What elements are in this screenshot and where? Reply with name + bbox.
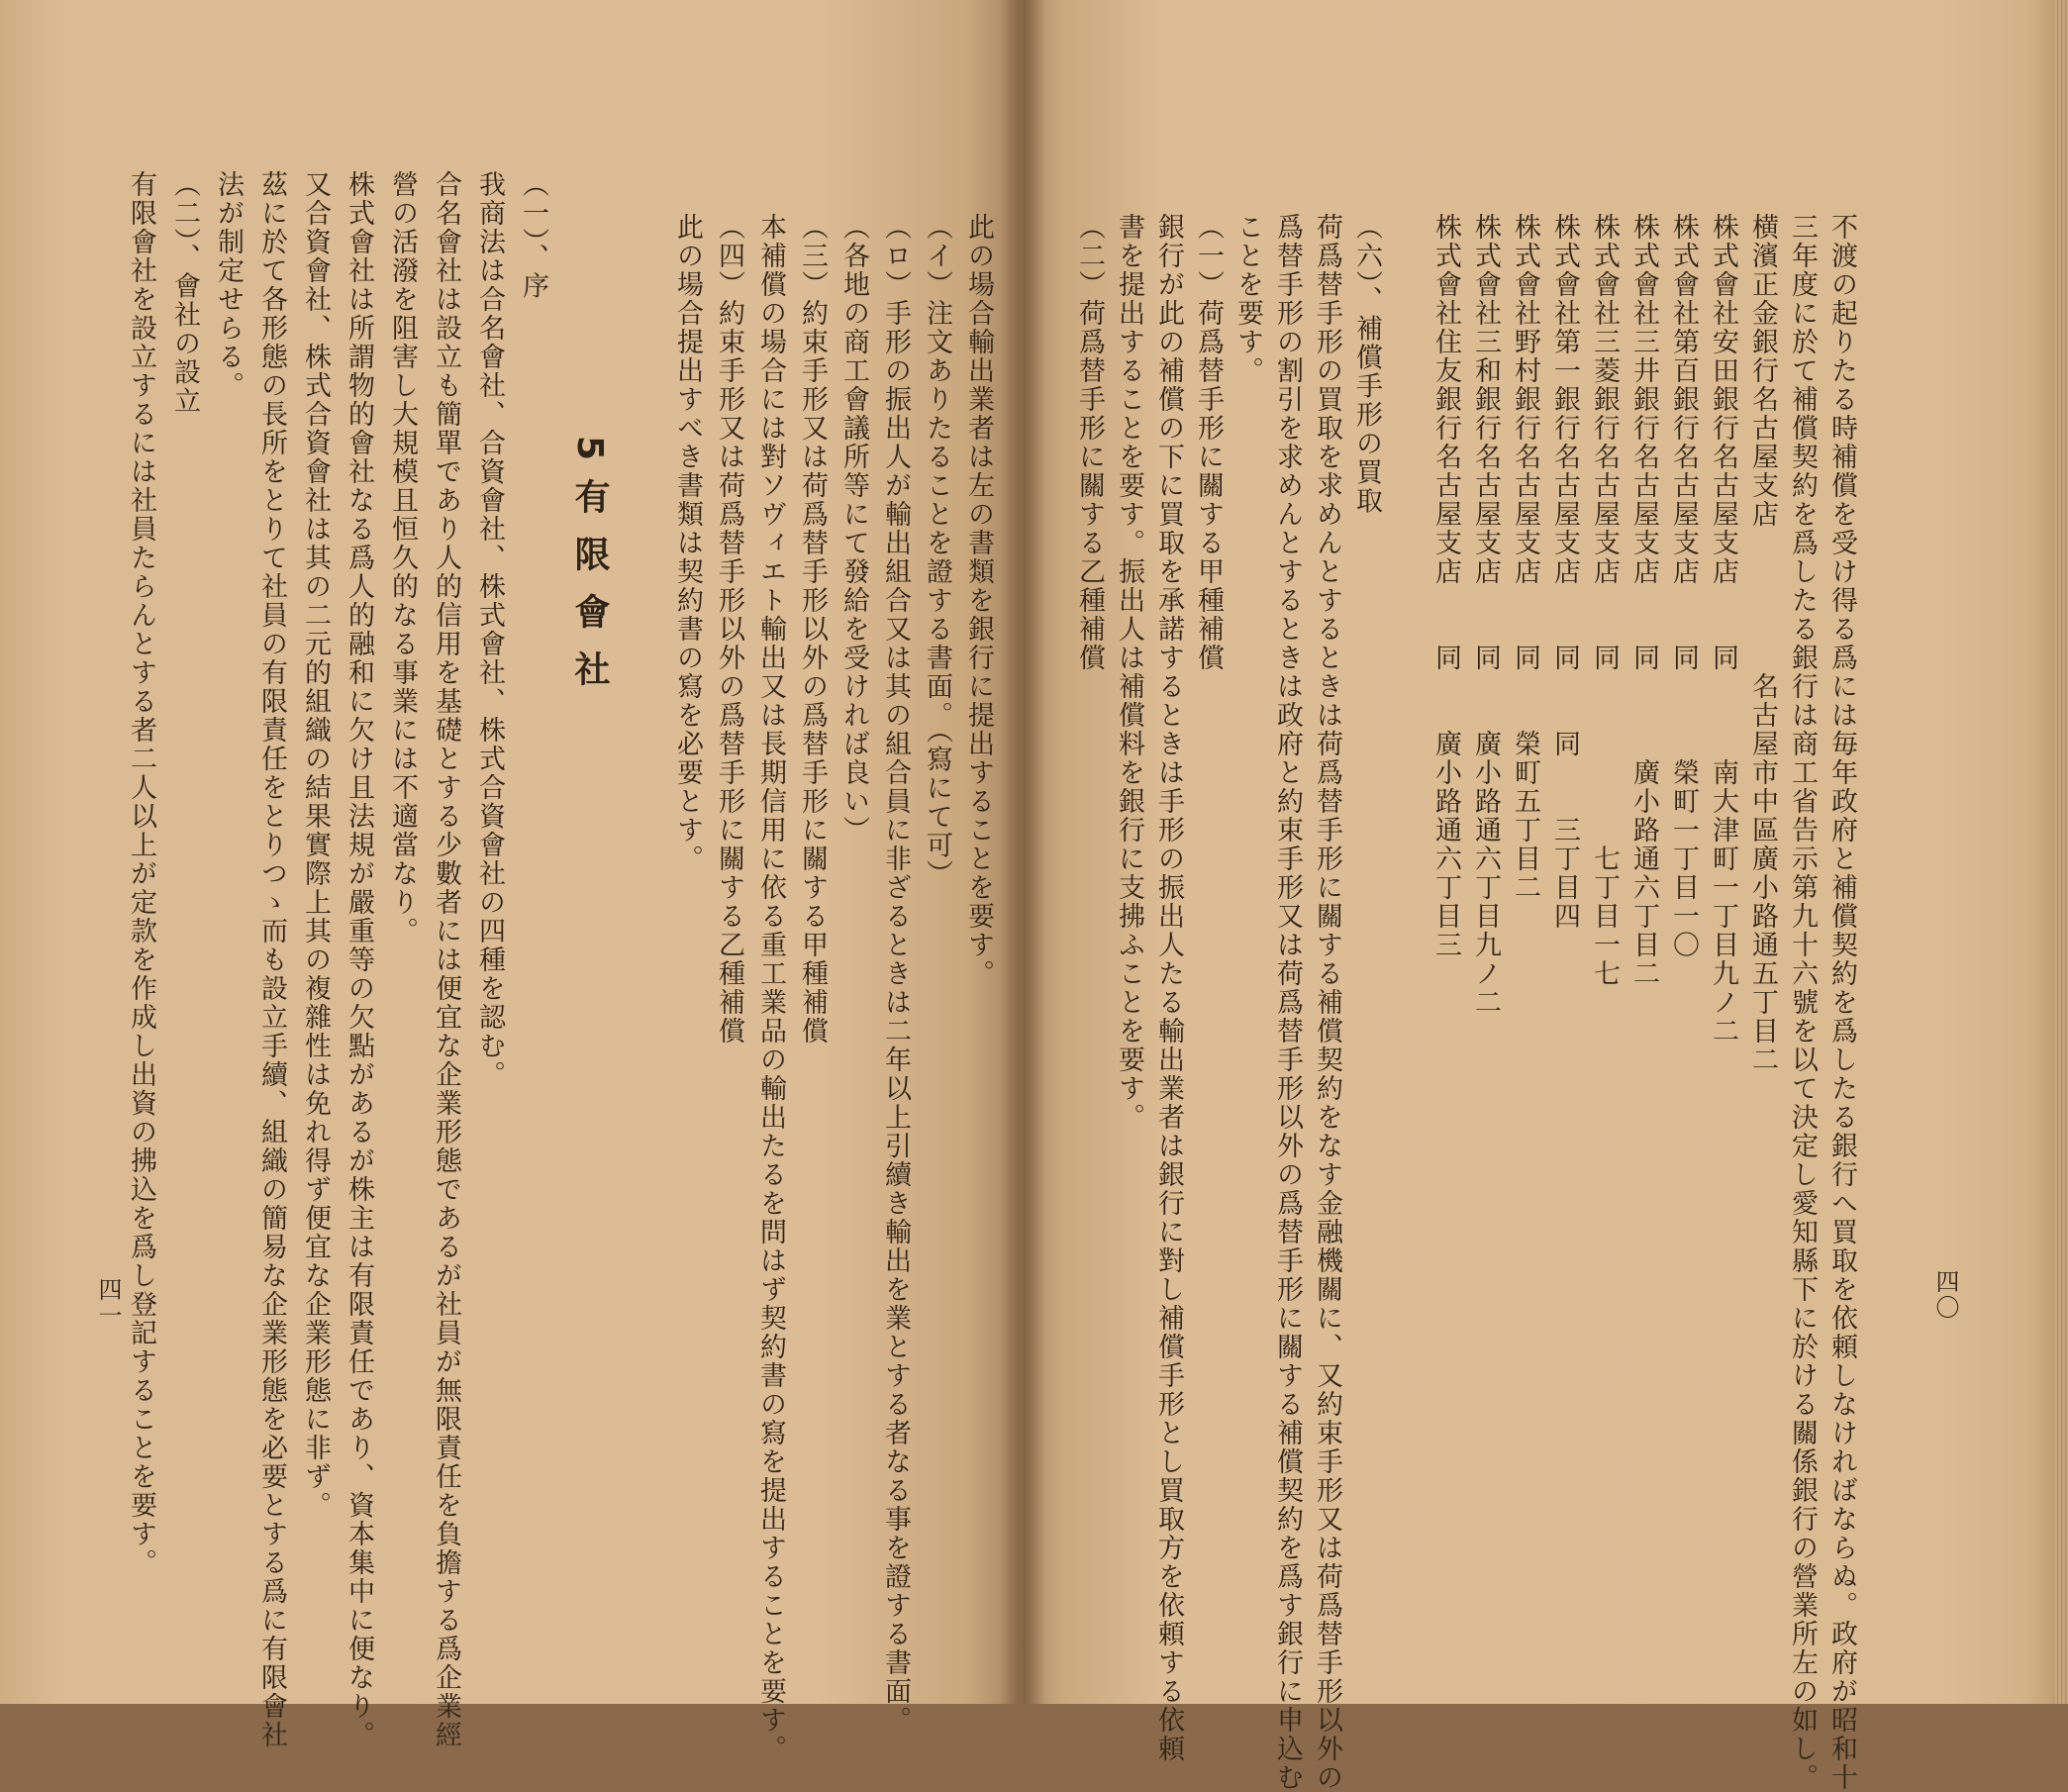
section-title: 有限會社 bbox=[569, 478, 610, 709]
text-column: 合名會社は設立も簡單であり人的信用を基礎とする少數者には便宜な企業形態であるが社員が無限責任を負擔する爲企業經 bbox=[431, 170, 461, 1749]
text-column: ことを要す。 bbox=[1232, 213, 1263, 385]
text-column: （三）約束手形又は荷爲替手形以外の爲替手形に關する甲種補償 bbox=[797, 213, 828, 1045]
text-column: （一）、序 bbox=[518, 170, 548, 301]
page-edges bbox=[2054, 0, 2068, 1704]
text-column: 株式會社住友銀行名古屋支店 同 廣小路通六丁目三 bbox=[1430, 213, 1461, 959]
text-column: 株式會社三和銀行名古屋支店 同 廣小路通六丁目九ノ二 bbox=[1470, 213, 1501, 1017]
text-column: 此の場合輸出業者は左の書類を銀行に提出することを要す。 bbox=[963, 213, 994, 988]
text-column: 書を提出することを要す。振出人は補償料を銀行に支拂ふことを要す。 bbox=[1114, 213, 1144, 1132]
section-heading bbox=[564, 436, 615, 708]
page-number-left: 四一 bbox=[94, 1277, 122, 1329]
book-gutter bbox=[1000, 0, 1045, 1704]
text-column: 株式會社は所謂物的會社なる爲人的融和に欠け且法規が嚴重等の欠點があるが株主は有限責任であり、資本集中に便なり。 bbox=[344, 170, 374, 1749]
text-column: 株式會社第百銀行名古屋支店 同 榮町一丁目一〇 bbox=[1668, 213, 1699, 959]
text-column: 此の場合提出すべき書類は契約書の寫を必要とす。 bbox=[672, 213, 703, 873]
text-column: 荷爲替手形の買取を求めんとするときは荷爲替手形に關する補償契約をなす金融機關に、又約束手形又は荷爲替手形以外の bbox=[1312, 213, 1342, 1792]
text-column: 本補償の場合には對ソヴィエト輸出又は長期信用に依る重工業品の輸出たるを問はず契約書の寫を提出することを要す。 bbox=[755, 213, 786, 1763]
text-column: 三年度に於て補償契約を爲したる銀行は商工省告示第九十六號を以て決定し愛知縣下に於ける關係銀行の營業所左の如し。 bbox=[1787, 213, 1818, 1792]
text-column: 株式會社安田銀行名古屋支店 同 南大津町一丁目九ノ二 bbox=[1708, 213, 1738, 1045]
text-column: （四）約束手形又は荷爲替手形以外の爲替手形に關する乙種補償 bbox=[714, 213, 744, 1045]
text-column: 我商法は合名會社、合資會社、株式會社、株式合資會社の四種を認む。 bbox=[474, 170, 505, 1089]
text-column: 又合資會社、株式合資會社は其の二元的組織の結果實際上其の複雜性は免れ得ず便宜な企業形態に非ず。 bbox=[300, 170, 331, 1520]
text-column: （六）、補償手形の買取 bbox=[1351, 213, 1382, 516]
text-column: 横濱正金銀行名古屋支店 名古屋市中區廣小路通五丁目二 bbox=[1747, 213, 1778, 1074]
text-column: 不渡の起りたる時補償を受け得る爲には毎年政府と補償契約を爲したる銀行へ買取を依頼しなければならぬ。政府が昭和十 bbox=[1826, 213, 1857, 1792]
text-column: 茲に於て各形態の長所をとりて社員の有限責任をとりつゝ而も設立手續、組織の簡易な企業形態を必要とする爲に有限會社 bbox=[256, 170, 287, 1749]
text-column: （イ）注文ありたることを證する書面。（寫にて可） bbox=[922, 213, 952, 889]
text-column: （ロ）手形の振出人が輸出組合又は其の組合員に非ざるときは二年以上引續き輸出を業とする者なる事を證する書面。 bbox=[880, 213, 911, 1735]
text-column: （二）荷爲替手形に關する乙種補償 bbox=[1074, 213, 1105, 672]
text-column: 銀行が此の補償の下に買取を承諾するときは手形の振出人たる輸出業者は銀行に對し補償手形とし買取方を依頼する依頼 bbox=[1153, 213, 1184, 1763]
text-column: 株式會社三井銀行名古屋支店 同 廣小路通六丁目二 bbox=[1628, 213, 1659, 988]
text-column: 有限會社を設立するには社員たらんとする者二人以上が定款を作成し出資の拂込を爲し登記することを要す。 bbox=[126, 170, 156, 1577]
section-number: 5 bbox=[569, 436, 610, 479]
text-column: 株式會社野村銀行名古屋支店 同 榮町五丁目二 bbox=[1510, 213, 1540, 902]
text-column: （二）、會社の設立 bbox=[169, 170, 200, 416]
text-column: （一）荷爲替手形に關する甲種補償 bbox=[1193, 213, 1224, 672]
text-column: （各地の商工會議所等にて發給を受ければ良い） bbox=[838, 213, 869, 845]
text-column: 營の活潑を阻害し大規模且恒久的なる事業には不適當なり。 bbox=[387, 170, 418, 946]
text-column: 株式會社第一銀行名古屋支店 同 同 三丁目四 bbox=[1549, 213, 1580, 931]
page-number-right: 四〇 bbox=[1931, 1269, 1959, 1321]
text-column: 法が制定せらる。 bbox=[213, 170, 244, 400]
text-column: 爲替手形の割引を求めんとするときは政府と約束手形又は荷爲替手形以外の爲替手形に關する補償契約を爲す銀行に申込む bbox=[1272, 213, 1303, 1792]
text-column: 株式會社三菱銀行名古屋支店 同 七丁目一七 bbox=[1589, 213, 1620, 988]
